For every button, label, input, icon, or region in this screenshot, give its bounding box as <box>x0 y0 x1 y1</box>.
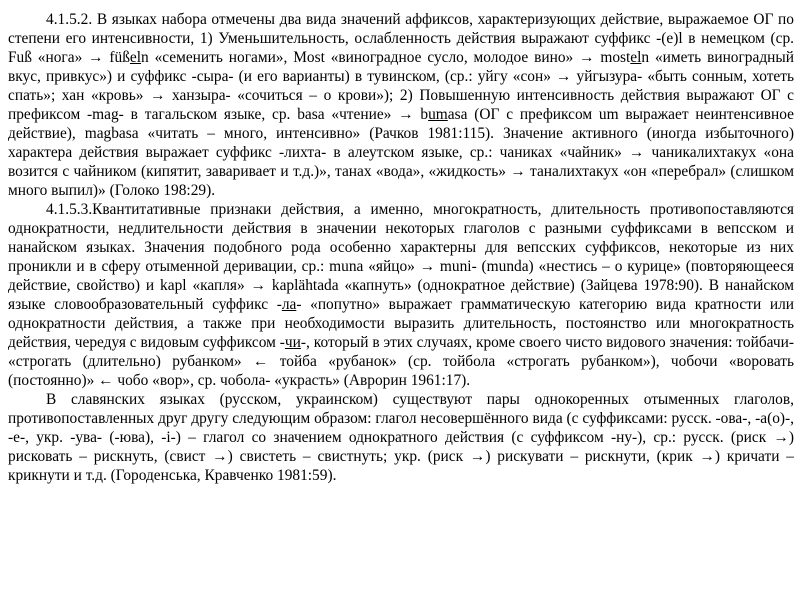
text-run: - «попутно» выражает грамматическую категорию вида кратности или однократности действия, а также при необходимости выразить длительность, постоянство или многократность действия, чередуя с видовым суффиксом - <box>8 296 794 351</box>
text-run: -, который в этих случаях, кроме своего чисто видового значения: тойбачи- «строгать (длительно) рубанком» ← тойба «рубанок» (ср. тойбола «строгать рубанком»), чобочи «воровать (постоянно)» ← чобо «вор», ср. чобола- «украсть» (Аврорин 1961:17). <box>8 334 794 389</box>
underlined-morpheme: ла <box>281 296 297 313</box>
text-run: 4.1.5.2. В языках набора отмечены два вида значений аффиксов, характеризующих действие, выражаемое ОГ по степени его интенсивности, 1) Уменьшительность, ослабленность действия выражают суффикс -(e)l в немецком (ср. Fuß «нога» → füß <box>8 11 794 66</box>
text-run: asa (ОГ с префиксом um выражает неинтенсивное действие), magbasa «читать – много, интенсивно» (Рачков 1981:115). Значение активного (иногда избыточного) характера действия выражает суффикс -лихта- в алеутском языке, ср.: чаниках «чайник» → чаникалихтакух «она возится с чайником (кипятит, заваривает и т.д.)», танах «вода», «жидкость» → таналихтакух «он «перебрал» (слишком много выпил)» (Голоко 198:29). <box>8 106 794 199</box>
underlined-morpheme: um <box>428 106 448 123</box>
paragraph-4-1-5-2 <box>8 10 794 200</box>
paragraph-4-1-5-3 <box>8 200 794 390</box>
text-run: В славянских языках (русском, украинском) существуют пары однокоренных отыменных глаголов, противопоставленных друг другу следующим образом: глагол несовершённого вида (с суффиксами: русск. -ова-, -а(о)-, -е-, укр. -ува- (-юва), -і-) – глагол со значением однократного действия (с суффиксом -ну-), ср.: русск. (риск →) рисковать – рискнуть, (свист →) свистеть – свистнуть; укр. (риск →) рискувати – рискнути, (крик →) кричати – крикнути и т.д. (Городенська, Кравченко 1981:59). <box>8 391 794 484</box>
paragraph-slavic-languages <box>8 390 794 485</box>
underlined-morpheme: el <box>630 49 642 66</box>
underlined-morpheme: el <box>129 49 142 66</box>
text-run: n «семенить ногами», Most «виноградное сусло, молодое вино» → most <box>141 49 631 66</box>
text-run: n «иметь виноградный вкус, привкус») и суффикс -сыра- (и его варианты) в тувинском, (ср.: уйгу «сон» → уйгызура- «быть сонным, хотеть спать»; хан «кровь» → ханзыра- «сочиться – о крови»); 2) Повышенную интенсивность действия выражают ОГ с префиксом -mag- в тагальском языке, ср. basa «чтение» → b <box>8 49 794 123</box>
text-run: 4.1.5.3.Квантитативные признаки действия, а именно, многократность, длительность противопоставляются однократности, недлительности действия в значении некоторых глаголов с разными суффиксами в вепсском и нанайском языках. Значения подобного рода особенно характерны для вепсских суффиксов, некоторые из них проникли и в сферу отыменной деривации, ср.: muna «яйцо» → muni- (munda) «нестись – о курице» (повторяющееся действие, свойство) и kapl «капля» → kaplähtada «капнуть» (однократное действие) (Зайцева 1978:90). В нанайском языке словообразовательный суффикс - <box>8 201 794 313</box>
underlined-morpheme: чи <box>284 334 301 351</box>
